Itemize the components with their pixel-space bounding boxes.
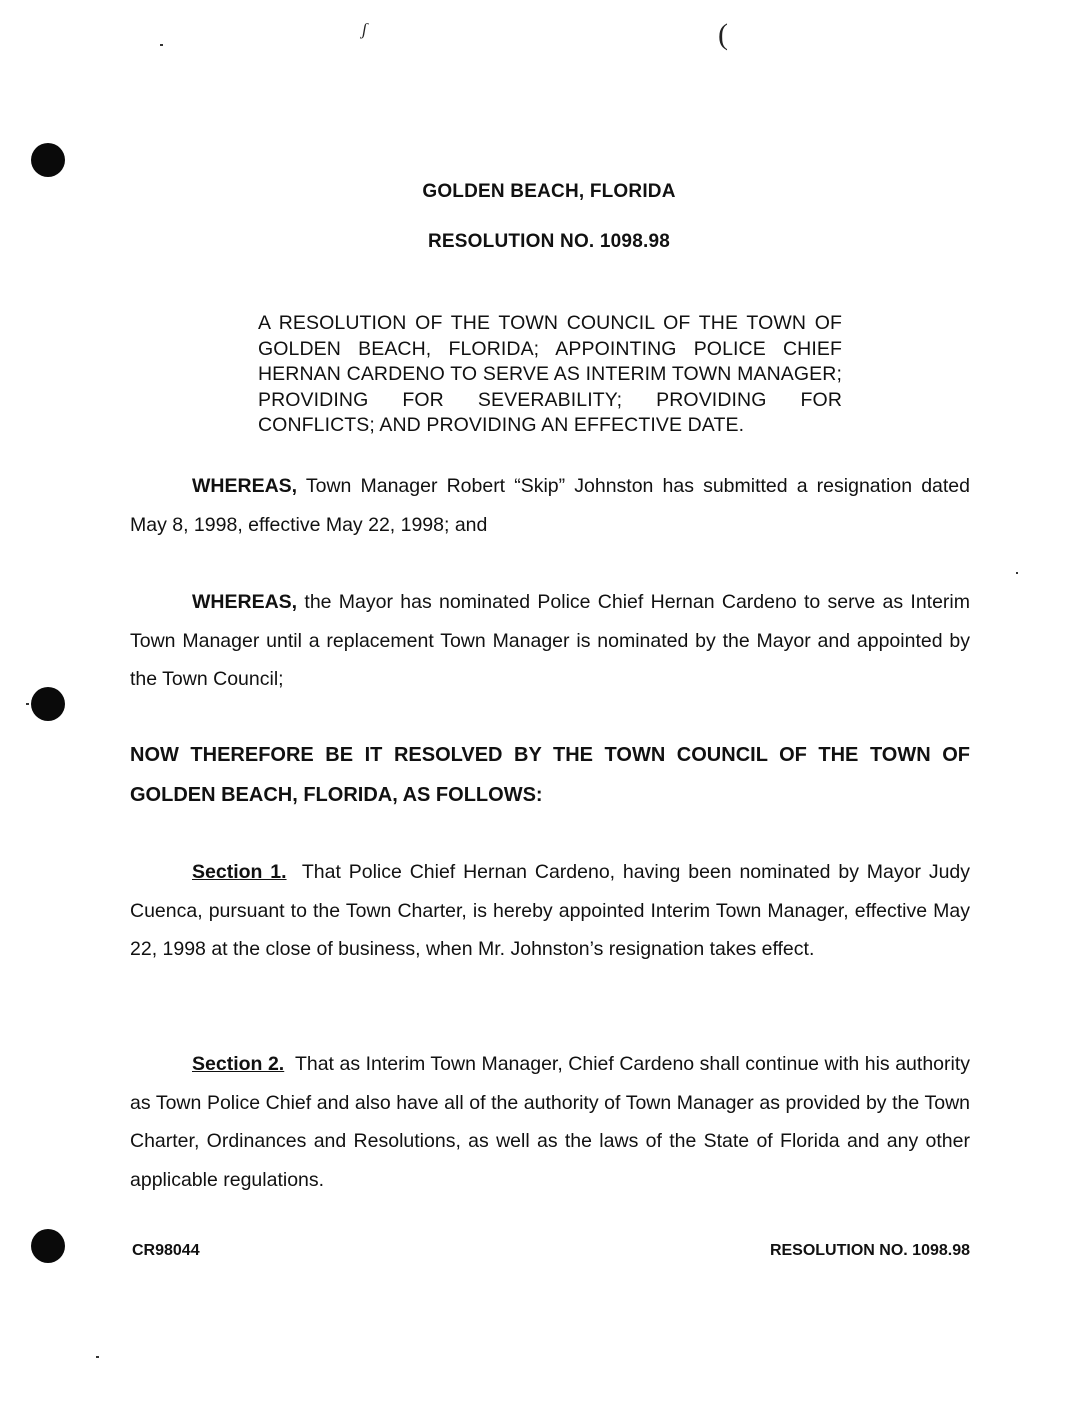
whereas-text: Town Manager Robert “Skip” Johnston has submitted a resignation dated May 8, 1998, effective May 22, 1998; and [130,475,970,536]
resolved-clause: NOW THEREFORE BE IT RESOLVED BY THE TOWN COUNCIL OF THE TOWN OF GOLDEN BEACH, FLORIDA, AS FOLLOWS: [130,744,970,806]
whereas-label: WHEREAS, [192,591,298,613]
resolution-number: RESOLUTION NO. 1098.98 [428,231,670,252]
scan-mark: ʃ [362,20,367,39]
scan-speck [96,1356,99,1358]
page-title: GOLDEN BEACH, FLORIDA [422,181,676,202]
section-2-label: Section 2. [192,1053,285,1075]
punch-hole-top [31,143,65,177]
resolution-abstract: A RESOLUTION OF THE TOWN COUNCIL OF THE TOWN OF GOLDEN BEACH, FLORIDA; APPOINTING POLICE CHIEF HERNAN CARDENO TO SERVE AS INTERIM TOWN MANAGER; PROVIDING FOR SEVERABILITY; PROVIDING FOR CONFLICTS; AND PROVIDING AN EFFECTIVE DATE. [258,312,842,436]
section-1-paragraph [130,853,970,969]
punch-hole-bottom [31,1229,65,1263]
section-2-paragraph [130,1045,970,1199]
whereas-paragraph-2 [130,583,970,699]
whereas-label: WHEREAS, [192,475,298,497]
scan-speck [160,44,163,46]
section-1-text: That Police Chief Hernan Cardeno, having been nominated by Mayor Judy Cuenca, pursuant to the Town Charter, is hereby appointed Interim Town Manager, effective May 22, 1998 at the close of business, when Mr. Johnston’s resignation takes effect. [130,861,971,960]
whereas-paragraph-1 [130,467,970,544]
whereas-text: the Mayor has nominated Police Chief Hernan Cardeno to serve as Interim Town Manager until a replacement Town Manager is nominated by the Mayor and appointed by the Town Council; [130,591,970,690]
scan-speck [26,703,29,705]
scan-mark: ( [718,18,728,51]
punch-hole-middle [31,687,65,721]
section-1-label: Section 1. [192,861,287,883]
footer-resolution-number: RESOLUTION NO. 1098.98 [769,1242,970,1259]
scan-speck [1016,572,1018,574]
section-2-text: That as Interim Town Manager, Chief Cardeno shall continue with his authority as Town Police Chief and also have all of the authority of Town Manager as provided by the Town Charter, Ordinances and Resolutions, as well as the laws of the State of Florida and any other applicable regulations. [130,1053,971,1191]
footer-doc-code: CR98044 [132,1242,200,1259]
